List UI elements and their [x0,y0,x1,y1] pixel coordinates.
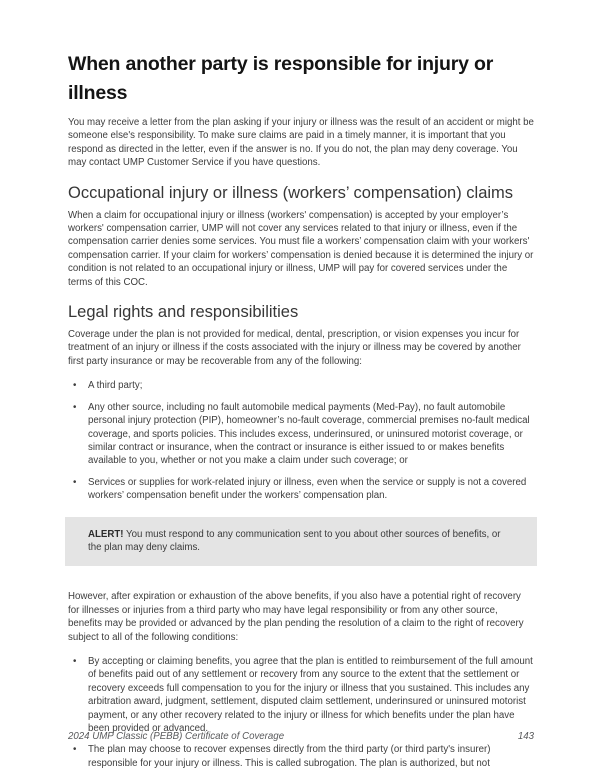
page-footer [68,731,534,742]
recoverable-sources-list [68,379,534,502]
legal-intro-paragraph: Coverage under the plan is not provided for medical, dental, prescription, or vision expenses you incur for treatment of an injury or illness if the costs associated with the injury or illness may be covered by another first party insurance or may be recoverable from any of the following: [68,329,521,367]
page-title: When another party is responsible for injury or illness [68,53,494,104]
section-heading-legal-rights: Legal rights and responsibilities [68,303,299,322]
list-item: • The plan may choose to recover expenses directly from the third party (or third party's insurer) responsible for your injury or illness. This is called subrogation. The plan is authorized, but not [68,743,534,770]
list-item: • Services or supplies for work-related injury or illness, even when the service or supply is not a covered workers’ compensation benefit under the workers’ compensation plan. [68,476,534,503]
list-item: • A third party; [68,379,534,392]
alert-text: You must respond to any communication sent to you about other sources of benefits, or the plan may deny claims. [88,528,501,553]
list-item: • Any other source, including no fault automobile medical payments (Med-Pay), no fault automobile personal injury protection (PIP), homeowner’s no-fault coverage, commercial premises no-fault medical coverage, and sports policies. This includes excess, underinsured, or uninsured motorist coverage, or similar contract or insurance, when the contract or insurance is either issued to or makes benefits available to you, whether or not you make a claim under such coverage; or [68,401,534,468]
alert-callout [65,517,537,567]
however-paragraph: However, after expiration or exhaustion of the above benefits, if you also have a potential right of recovery for illnesses or injuries from a third party who may have legal responsibility or from any other source, benefits may be provided or advanced by the plan pending the resolution of a claim to the right of recovery subject to all of the following conditions: [68,591,524,643]
intro-paragraph: You may receive a letter from the plan asking if your injury or illness was the result of an accident or might be someone else's responsibility. To make sure claims are paid in a timely manner, it is important that you respond as directed in the letter, even if the answer is no. If you do not, the plan may deny coverage. You may contact UMP Customer Service if you have questions. [68,117,534,169]
section-heading-occupational: Occupational injury or illness (workers’ compensation) claims [68,183,514,202]
footer-page-number: 143 [517,731,534,742]
list-item: • By accepting or claiming benefits, you agree that the plan is entitled to reimbursement of the full amount of benefits paid out of any settlement or recovery from any source to the extent that the settlement or recovery exceeds full compensation to you for the injury or illness that you sustained. This includes any arbitration award, judgment, settlement, disputed claim settlement, underinsured or uninsured motorist payment, or any other recovery related to the injury or illness for which benefits under the plan have been provided or advanced. [68,655,534,735]
conditions-list [68,655,534,770]
footer-document-title: 2024 UMP Classic (PEBB) Certificate of Coverage [68,731,285,742]
occupational-paragraph: When a claim for occupational injury or illness (workers' compensation) is accepted by your employer’s workers' compensation carrier, UMP will not cover any services related to that injury or illness, even if the compensation carrier denies some services. You must file a workers’ compensation claim with your workers' compensation carrier. If your claim for workers’ compensation is denied because it is determined the injury or condition is not related to an occupational injury or illness, UMP will pay for covered services under the terms of this COC. [68,209,534,288]
alert-label: ALERT! [88,528,124,540]
